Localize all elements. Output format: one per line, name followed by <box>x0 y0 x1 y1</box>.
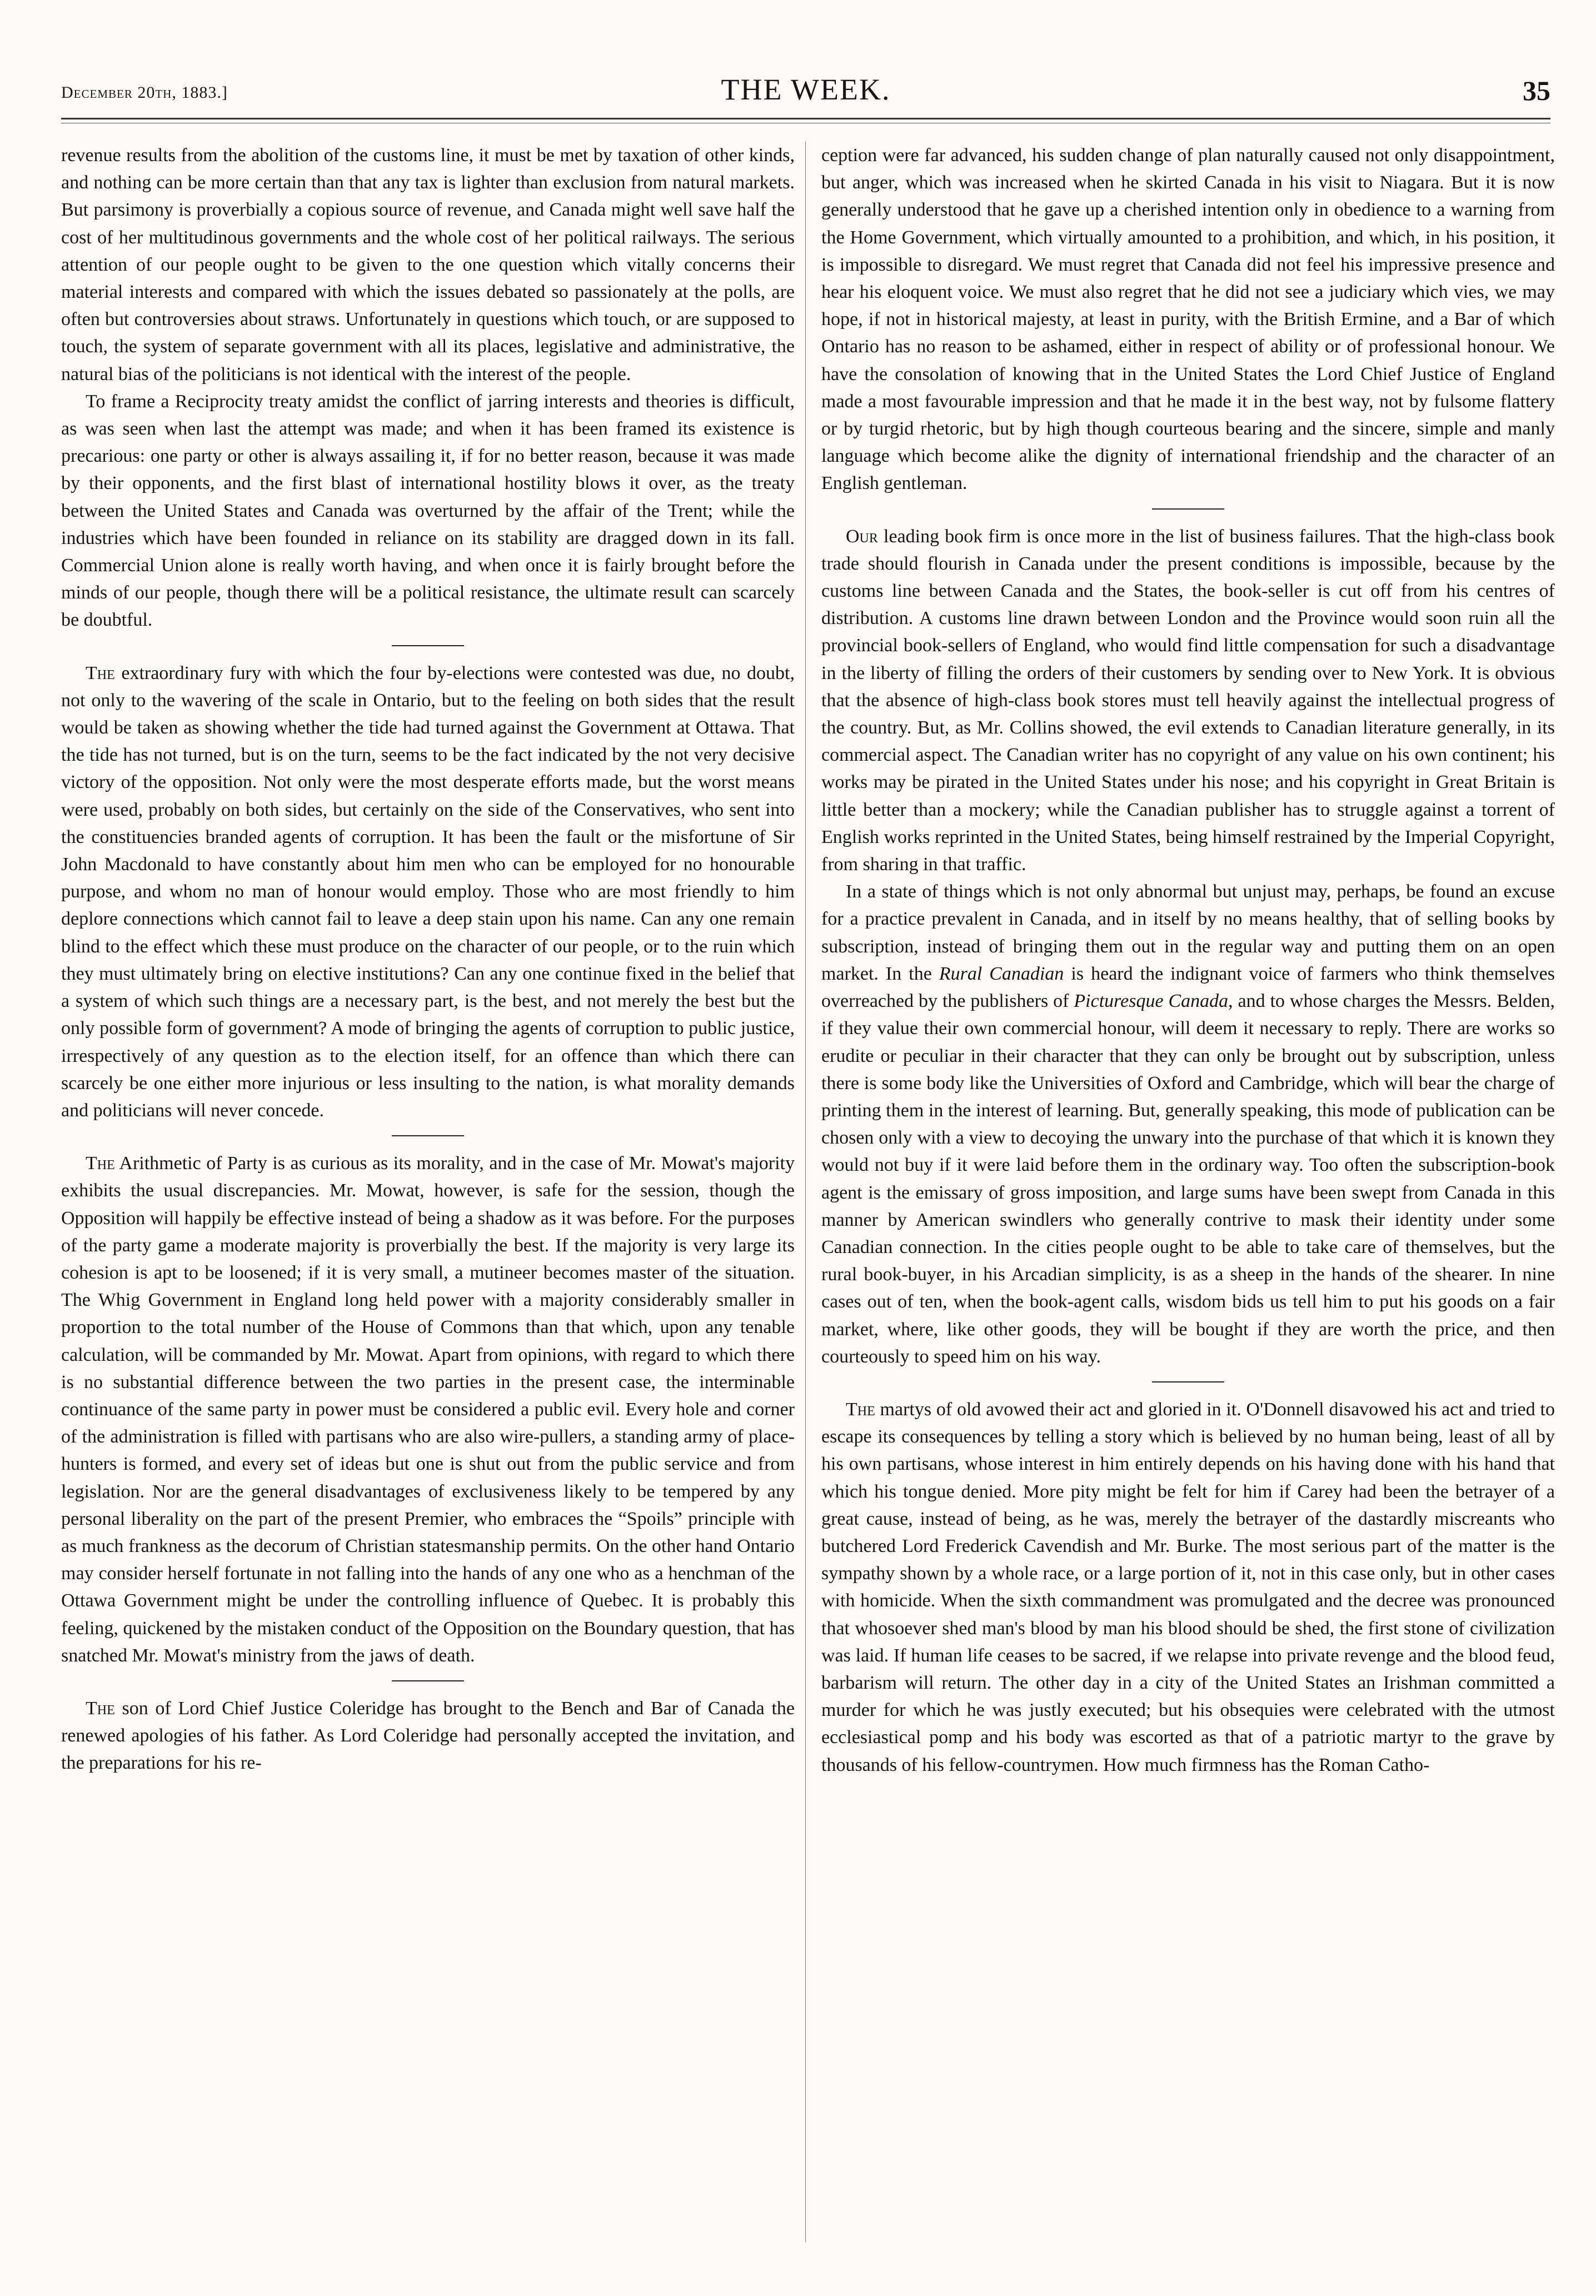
lead-word: The <box>86 1153 115 1174</box>
paragraph <box>61 1695 795 1777</box>
section-divider <box>392 645 464 646</box>
publication-title: Rural Canadian <box>939 963 1064 984</box>
paragraph-text: Arithmetic of Party is as curious as its morality, and in the case of Mr. Mowat's majority exhibits the usual discrepancies. Mr. Mowat, however, is safe for the session, though the Opposition will happily be effective instead of being a shadow as it was before. For the purposes of the party game a moderate majority is proverbially the best. If the majority is very large its cohesion is apt to be loosened; if it is very small, a mutineer becomes master of the situation. The Whig Government in England long held power with a majority considerably smaller in proportion to the total number of the House of Commons than that which, upon any tenable calculation, will be commanded by Mr. Mowat. Apart from opinions, with regard to which there is no substantial difference between the two parties in the present case, the interminable continuance of the same party in power must be considered a public evil. Every hole and corner of the administration is filled with partisans who are also wire-pullers, a standing army of place-hunters is formed, and every set of ideas but one is shut out from the public service and from legislation. Nor are the general disadvantages of exclusiveness likely to be tempered by any personal liberality on the part of the present Premier, who embraces the “Spoils” principle with as much frankness as the decorum of Christian statesmanship permits. On the other hand Ontario may consider herself fortunate in not falling into the hands of any one who as a henchman of the Ottawa Government might be under the controlling influence of Quebec. It is probably this feeling, quickened by the mistaken conduct of the Opposition on the Boundary question, that has snatched Mr. Mowat's ministry from the jaws of death. <box>61 1153 795 1666</box>
paragraph-text: In a state of things which is not only abnormal but unjust may, perhaps, be found an excuse for a practice prevalent in Canada, and in itself by no means healthy, that of selling books by subscription, instead of bringing them out in the regular way and putting them on an open market. In the <box>821 881 1555 984</box>
paragraph-text: martys of old avowed their act and gloried in it. O'Donnell disavowed his act and tried to escape its consequences by telling a story which is believed by no human being, least of all by his own partisans, whose interest in him entirely depends on his having done with his hand that which his tongue denied. More pity might be felt for him if Carey had been the betrayer of a great cause, instead of being, as he was, merely the betrayer of the dastardly miscreants who butchered Lord Frederick Cavendish and Mr. Burke. The most serious part of the matter is the sympathy shown by a whole race, or a large portion of it, not in this case only, but in other cases with homicide. When the sixth commandment was promulgated and the decree was pronounced that whosoever shed man's blood by man his blood should be shed, the first stone of civilization was laid. If human life ceases to be sacred, if we relapse into private revenge and the blood feud, barbarism will return. The other day in a city of the United States an Irishman committed a murder for which he was justly executed; but his obsequies were celebrated with the utmost ecclesiastical pomp and his body was escorted as that of a patriotic martyr to the grave by thousands of his fellow-countrymen. How much firmness has the Roman Catho- <box>821 1399 1555 1775</box>
lead-word: The <box>846 1399 875 1420</box>
paragraph: ception were far advanced, his sudden change of plan naturally caused not only disappointment, but anger, which was increased when he skirted Canada in his visit to Niagara. But it is now generally understood that he gave up a cherished intention only in obedience to a warning from the Home Government, which virtually amounted to a prohibition, and which, in his position, it is impossible to disregard. We must regret that Canada did not feel his impressive presence and hear his eloquent voice. We must also regret that he did not see a judiciary which vies, we may hope, if not in historical majesty, at least in purity, with the British Ermine, and a Bar of which Ontario has no reason to be ashamed, either in respect of ability or of professional honour. We have the consolation of knowing that in the United States the Lord Chief Justice of England made a most favourable impression and that he made it in the best way, not by fulsome flattery or by turgid rhetoric, but by high though courteous bearing and the sincere, simple and manly language which become alike the dignity of international friendship and the character of an English gentleman. <box>821 145 1555 494</box>
section-divider <box>392 1680 464 1681</box>
lead-word: The <box>86 662 115 683</box>
issue-date: December 20th, 1883.] <box>61 83 228 102</box>
column-divider <box>805 142 806 2242</box>
publication-title: Picturesque Canada <box>1074 991 1229 1012</box>
paragraph-text: is heard the indignant voice of farmers who think themselves overreached by the publishers of <box>821 963 1555 1012</box>
left-column <box>61 142 795 2270</box>
lead-word: Our <box>846 526 878 547</box>
paragraph <box>821 1396 1555 1779</box>
paragraph-text: extraordinary fury with which the four by-elections were contested was due, no doubt, not only to the wavering of the scale in Ontario, but to the feeling on both sides that the result would be taken as showing whether the tide had turned against the Government at Ottawa. That the tide has not turned, but is on the turn, seems to be the fact indicated by the not very decisive victory of the opposition. Not only were the most desperate efforts made, but the worst means were used, probably on both sides, but certainly on the side of the Conservatives, who sent into the constituencies branded agents of corruption. It has been the fault or the misfortune of Sir John Macdonald to have constantly about him men who can be employed for no honourable purpose, and whom no man of honour would employ. Those who are most friendly to him deplore connections which cannot fail to leave a deep stain upon his name. Can any one remain blind to the effect which these must produce on the character of our people, or to the ruin which they must ultimately bring on elective institutions? Can any one continue fixed in the belief that a system of which such things are a necessary part, is the best, and not merely the best but the only possible form of government? A mode of bringing the agents of corruption to public justice, irrespectively of any question as to the election itself, for an offence than which there can scarcely be one either more injurious or less insulting to the nation, is what morality demands and politicians will never concede. <box>61 662 795 1121</box>
paragraph <box>821 523 1555 879</box>
page-header <box>61 67 1550 117</box>
paragraph-text: leading book firm is once more in the list of business failures. That the high-class book trade should flourish in Canada under the present conditions is impossible, because by the customs line between Canada and the States, the book-seller is cut off from his centres of distribution. A customs line drawn between London and the Province would soon ruin all the provincial book-sellers of England, who would find little compensation for such a disadvantage in the liberty of filling the orders of their customers by sending over to New York. It is obvious that the absence of high-class book stores must tell heavily against the intellectual progress of the country. But, as Mr. Collins showed, the evil extends to Canadian literature generally, in its commercial aspect. The Canadian writer has no copyright of any value on his own continent; his works may be pirated in the United States under his nose; and his copyright in Great Britain is little better than a mockery; while the Canadian publisher has to struggle against a torrent of English works reprinted in the United States, being himself restrained by the Imperial Copyright, from sharing in that traffic. <box>821 526 1555 875</box>
lead-word: The <box>86 1698 115 1719</box>
paragraph: revenue results from the abolition of the customs line, it must be met by taxation of other kinds, and nothing can be more certain than that any tax is lighter than exclusion from natural markets. But parsimony is proverbially a copious source of revenue, and Canada might well save half the cost of her multitudinous governments and the whole cost of her political railways. The serious attention of our people ought to be given to the one question which vitally concerns their material interests and compared with which the issues debated so passionately at the polls, are often but controversies about straws. Unfortunately in questions which touch, or are supposed to touch, the system of separate government with all its places, legislative and administrative, the natural bias of the politicians is not identical with the interest of the people. <box>61 145 795 385</box>
paragraph: To frame a Reciprocity treaty amidst the conflict of jarring interests and theories is difficult, as was seen when last the attempt was made; and when it has been framed its existence is precarious: one party or other is always assailing it, if for no better reason, because it was made by their opponents, and the first blast of international hostility blows it over, as the treaty between the United States and Canada was overturned by the affair of the Trent; while the industries which have been founded in reliance on its stability are dragged down in its fall. Commercial Union alone is really worth having, and when once it is fairly brought before the minds of our people, though there will be a political resistance, the ultimate result can scarcely be doubtful. <box>61 391 795 631</box>
section-divider <box>1152 508 1224 510</box>
section-divider <box>392 1135 464 1136</box>
header-rule <box>61 118 1550 119</box>
section-divider <box>1152 1381 1224 1382</box>
masthead-title: THE WEEK. <box>721 73 891 106</box>
paragraph-text: son of Lord Chief Justice Coleridge has brought to the Bench and Bar of Canada the renewed apologies of his father. As Lord Coleridge had personally accepted the invitation, and the preparations for his re- <box>61 1698 795 1774</box>
paragraph <box>821 878 1555 1370</box>
paragraph <box>61 660 795 1124</box>
paragraph-text: , and to whose charges the Messrs. Belden, if they value their own commercial honour, will deem it necessary to reply. There are works so erudite or peculiar in their character that they can only be brought out by subscription, unless there is some body like the Universities of Oxford and Cambridge, which will bear the charge of printing them in the interest of learning. But, generally speaking, this mode of publication can be chosen only with a view to decoying the unwary into the purchase of that which it is known they would not buy if it were laid before them in the ordinary way. Too often the subscription-book agent is the emissary of gross imposition, and large sums have been swept from Canada in this manner by American swindlers who generally contrive to mask their identity under some Canadian connection. In the cities people ought to be able to take care of themselves, but the rural book-buyer, in his Arcadian simplicity, is as a sheep in the hands of the shearer. In nine cases out of ten, when the book-agent calls, wisdom bids us tell him to put his goods on a fair market, where, like other goods, they will be bought if they are worth the price, and then courteously to speed him on his way. <box>821 991 1555 1367</box>
right-column <box>821 142 1555 2270</box>
page-number: 35 <box>1523 75 1550 106</box>
paragraph <box>61 1150 795 1669</box>
